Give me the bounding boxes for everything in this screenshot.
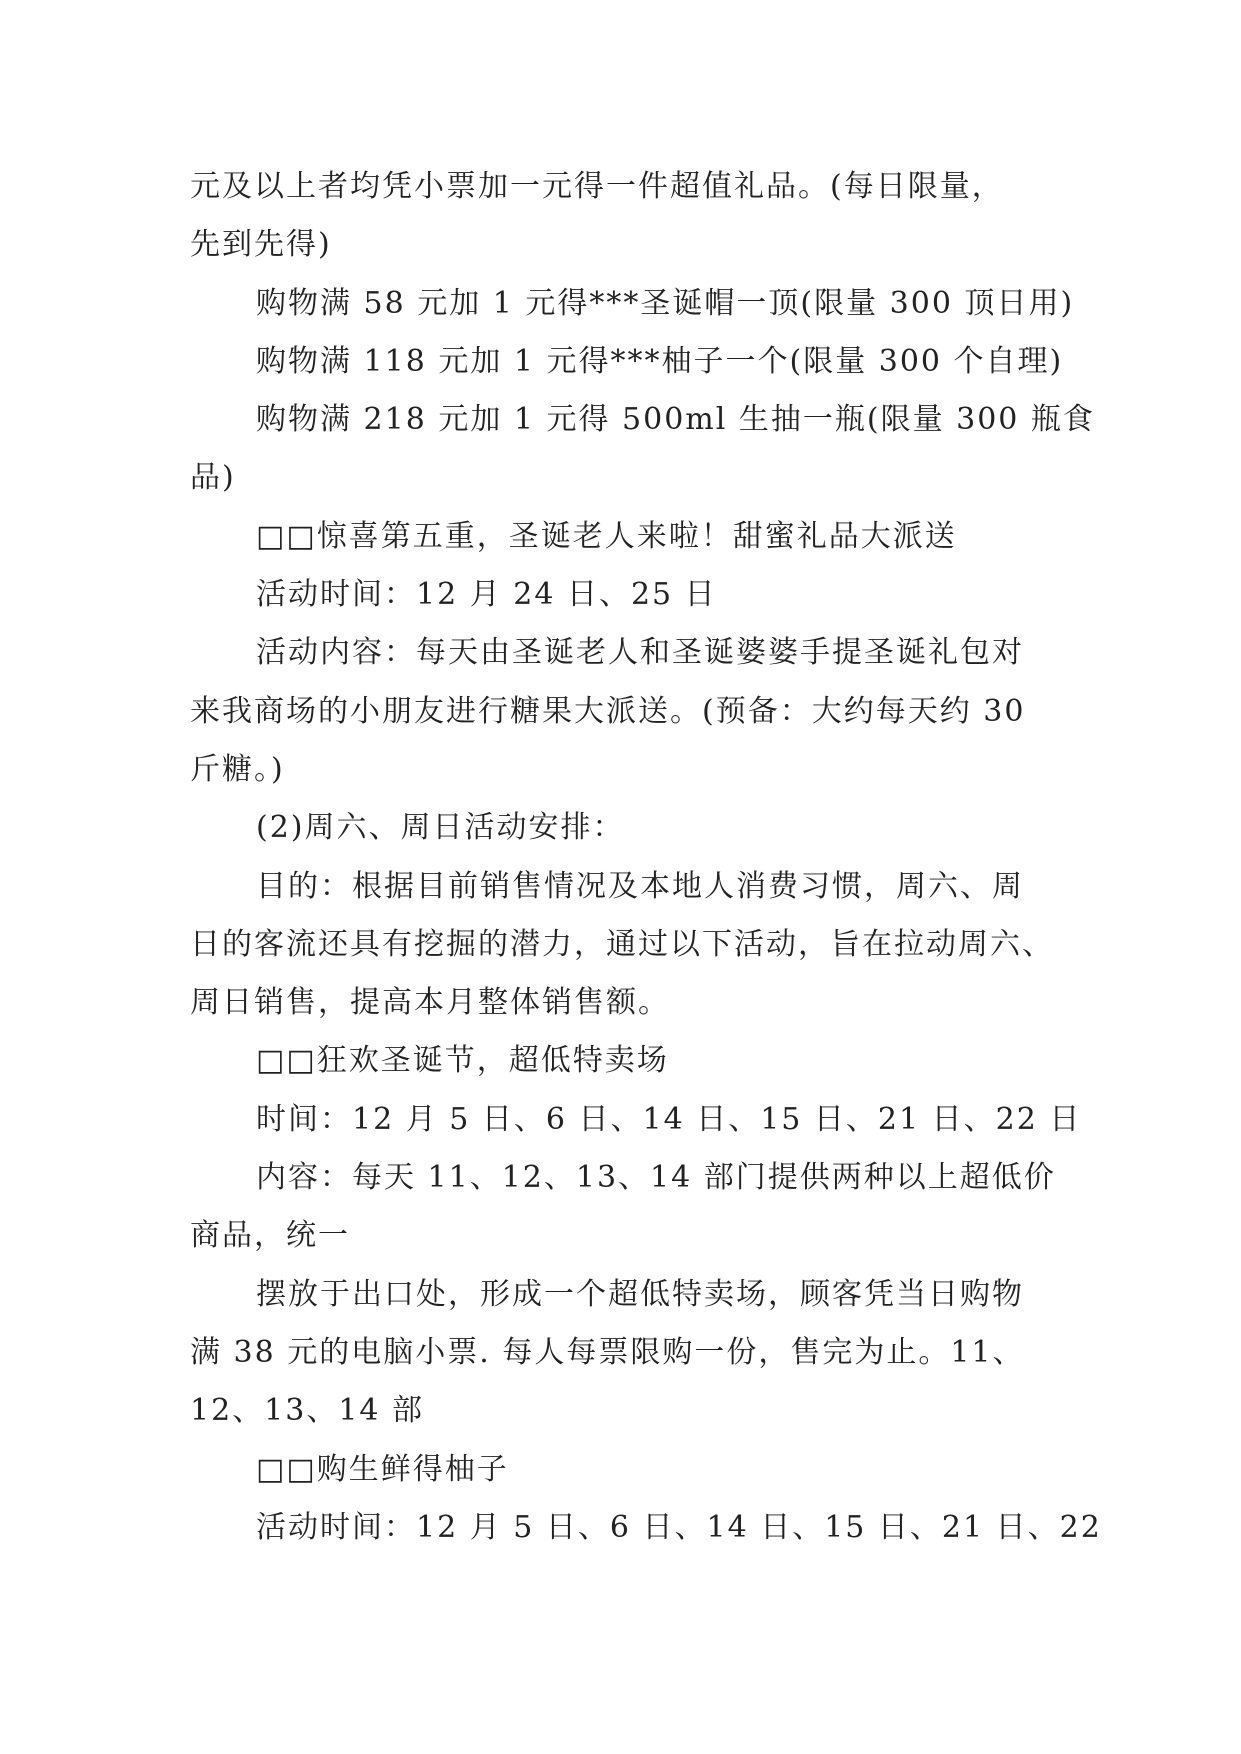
text-line: 购物满 218 元加 1 元得 500ml 生抽一瓶(限量 300 瓶食 [256, 402, 1095, 438]
text-line: 周日销售，提高本月整体销售额。 [190, 985, 670, 1021]
text-line: 目的：根据目前销售情况及本地人消费习惯，周六、周 [256, 868, 1024, 904]
text-line: 斤糖。) [190, 751, 285, 787]
text-line: 活动时间：12 月 24 日、25 日 [256, 577, 717, 613]
text-line: 满 38 元的电脑小票. 每人每票限购一份，售完为止。11、 [190, 1334, 1025, 1370]
text-line: 时间：12 月 5 日、6 日、14 日、15 日、21 日、22 日 [256, 1101, 1082, 1137]
text-line: □□购生鲜得柚子 [256, 1451, 509, 1487]
text-line: 活动时间：12 月 5 日、6 日、14 日、15 日、21 日、22 [256, 1509, 1102, 1545]
text-line: □□惊喜第五重，圣诞老人来啦！甜蜜礼品大派送 [256, 518, 957, 554]
text-line: (2)周六、周日活动安排： [256, 810, 625, 846]
text-line: 先到先得) [190, 227, 332, 263]
text-line: 活动内容：每天由圣诞老人和圣诞婆婆手提圣诞礼包对 [256, 635, 1024, 671]
text-line: 摆放于出口处，形成一个超低特卖场，顾客凭当日购物 [256, 1276, 1024, 1312]
text-line: 内容：每天 11、12、13、14 部门提供两种以上超低价 [256, 1160, 1056, 1196]
text-line: 购物满 118 元加 1 元得***柚子一个(限量 300 个自理) [256, 343, 1064, 379]
text-line: 元及以上者均凭小票加一元得一件超值礼品。(每日限量， [190, 169, 1004, 204]
text-line: 日的客流还具有挖掘的潜力，通过以下活动，旨在拉动周六、 [190, 926, 1054, 962]
text-line: 12、13、14 部 [190, 1393, 425, 1429]
text-line: 来我商场的小朋友进行糖果大派送。(预备：大约每天约 30 [190, 693, 1026, 729]
text-line: □□狂欢圣诞节，超低特卖场 [256, 1043, 669, 1079]
document-body [190, 158, 1102, 1557]
text-line: 商品，统一 [190, 1218, 350, 1254]
text-line: 购物满 58 元加 1 元得***圣诞帽一顶(限量 300 顶日用) [256, 285, 1075, 321]
text-line: 品) [190, 460, 236, 496]
